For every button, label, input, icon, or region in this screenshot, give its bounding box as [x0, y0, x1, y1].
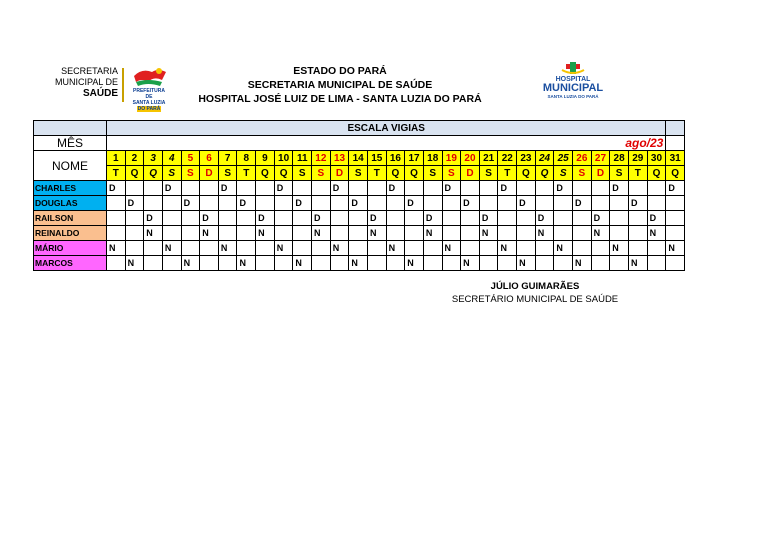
- shift-cell: [367, 241, 386, 256]
- guard-name: REINALDO: [34, 226, 107, 241]
- shift-cell: D: [218, 181, 237, 196]
- day-number: 7: [218, 151, 237, 166]
- shift-cell: N: [554, 241, 573, 256]
- shift-cell: [647, 196, 666, 211]
- shift-cell: [666, 256, 685, 271]
- shift-cell: N: [573, 256, 592, 271]
- weekday-letter: S: [573, 166, 592, 181]
- shift-cell: [647, 256, 666, 271]
- weekday-letter: S: [218, 166, 237, 181]
- shift-cell: D: [479, 211, 498, 226]
- shift-cell: N: [218, 241, 237, 256]
- shift-cell: D: [181, 196, 200, 211]
- shift-cell: [312, 256, 331, 271]
- shift-cell: [107, 226, 126, 241]
- shift-cell: N: [367, 226, 386, 241]
- shift-cell: D: [666, 181, 685, 196]
- shift-cell: N: [330, 241, 349, 256]
- shift-cell: [162, 226, 181, 241]
- weekday-letter: S: [181, 166, 200, 181]
- shift-cell: [573, 181, 592, 196]
- shift-cell: N: [293, 256, 312, 271]
- day-number: 1: [107, 151, 126, 166]
- shift-cell: [349, 181, 368, 196]
- day-number: 27: [591, 151, 610, 166]
- shift-cell: N: [461, 256, 480, 271]
- table-row: [34, 241, 685, 256]
- shift-cell: [517, 211, 536, 226]
- emblem-line-3: DO PARÁ: [137, 106, 161, 112]
- shift-cell: [200, 181, 219, 196]
- shift-cell: [237, 226, 256, 241]
- shift-cell: N: [442, 241, 461, 256]
- shift-cell: [610, 256, 629, 271]
- shift-cell: N: [349, 256, 368, 271]
- weekday-letter: S: [479, 166, 498, 181]
- shift-cell: [181, 181, 200, 196]
- shift-cell: [479, 256, 498, 271]
- shift-cell: D: [498, 181, 517, 196]
- name-label: NOME: [34, 151, 107, 181]
- day-number: 8: [237, 151, 256, 166]
- hospital-logo-line-1: HOSPITAL: [555, 76, 591, 83]
- shift-cell: [367, 256, 386, 271]
- shift-cell: [293, 226, 312, 241]
- shift-cell: [125, 226, 144, 241]
- shift-cell: D: [162, 181, 181, 196]
- weekday-letter: S: [554, 166, 573, 181]
- shift-cell: [405, 181, 424, 196]
- shift-cell: [498, 256, 517, 271]
- shift-cell: N: [107, 241, 126, 256]
- shift-cell: [181, 211, 200, 226]
- weekday-letter: Q: [647, 166, 666, 181]
- shift-cell: D: [423, 211, 442, 226]
- day-number: 11: [293, 151, 312, 166]
- shift-cell: [200, 196, 219, 211]
- secretaria-line-3: SAÚDE: [82, 88, 118, 99]
- day-number: 31: [666, 151, 685, 166]
- day-number: 25: [554, 151, 573, 166]
- title-right-blank: [666, 121, 685, 136]
- schedule-table: [33, 120, 685, 271]
- shift-cell: N: [535, 226, 554, 241]
- shift-cell: [144, 181, 163, 196]
- shift-cell: [107, 256, 126, 271]
- day-number: 16: [386, 151, 405, 166]
- weekday-letter: T: [367, 166, 386, 181]
- weekday-letter: Q: [405, 166, 424, 181]
- day-number: 26: [573, 151, 592, 166]
- shift-cell: N: [610, 241, 629, 256]
- shift-cell: [517, 181, 536, 196]
- secretaria-logo-text: [52, 66, 118, 99]
- table-row: [34, 256, 685, 271]
- shift-cell: D: [349, 196, 368, 211]
- day-number: 15: [367, 151, 386, 166]
- logo-divider: [122, 68, 124, 102]
- weekday-letter: S: [423, 166, 442, 181]
- shift-cell: D: [125, 196, 144, 211]
- shift-cell: N: [498, 241, 517, 256]
- shift-cell: [293, 211, 312, 226]
- month-value: ago/23: [107, 136, 666, 151]
- shift-cell: [125, 181, 144, 196]
- guard-name: CHARLES: [34, 181, 107, 196]
- shift-cell: [591, 196, 610, 211]
- shift-cell: N: [628, 256, 647, 271]
- shift-cell: N: [237, 256, 256, 271]
- weekday-letter: D: [461, 166, 480, 181]
- shift-cell: D: [591, 211, 610, 226]
- weekday-letter: S: [442, 166, 461, 181]
- secretaria-line-2: MUNICIPAL DE: [54, 77, 118, 87]
- shift-cell: N: [181, 256, 200, 271]
- title-state: ESTADO DO PARÁ: [293, 65, 387, 77]
- shift-cell: [312, 181, 331, 196]
- shift-cell: [386, 226, 405, 241]
- shift-cell: [573, 241, 592, 256]
- shift-cell: [423, 196, 442, 211]
- shift-cell: N: [256, 226, 275, 241]
- shift-cell: [647, 241, 666, 256]
- shift-cell: [405, 241, 424, 256]
- shift-cell: [461, 241, 480, 256]
- weekday-letter: Q: [666, 166, 685, 181]
- shift-cell: D: [517, 196, 536, 211]
- shift-cell: D: [330, 181, 349, 196]
- weekday-letter: D: [591, 166, 610, 181]
- day-number: 4: [162, 151, 181, 166]
- shift-cell: [200, 256, 219, 271]
- shift-cell: [442, 256, 461, 271]
- shift-cell: [461, 181, 480, 196]
- shift-cell: [181, 226, 200, 241]
- shift-cell: [386, 196, 405, 211]
- hospital-logo-text: [528, 76, 618, 100]
- shift-cell: [535, 196, 554, 211]
- shift-cell: [517, 226, 536, 241]
- day-number: 10: [274, 151, 293, 166]
- shift-cell: D: [461, 196, 480, 211]
- shift-cell: [479, 196, 498, 211]
- shift-cell: [423, 181, 442, 196]
- day-number: 14: [349, 151, 368, 166]
- shift-cell: [330, 211, 349, 226]
- shift-cell: [349, 211, 368, 226]
- shift-cell: [274, 256, 293, 271]
- title-hospital: HOSPITAL JOSÉ LUIZ DE LIMA - SANTA LUZIA DO PARÁ: [198, 93, 482, 105]
- shift-cell: [647, 181, 666, 196]
- shift-cell: [628, 181, 647, 196]
- shift-cell: D: [256, 211, 275, 226]
- day-number: 21: [479, 151, 498, 166]
- shift-cell: [218, 196, 237, 211]
- shift-cell: [274, 211, 293, 226]
- shift-cell: N: [517, 256, 536, 271]
- shift-cell: D: [386, 181, 405, 196]
- shift-cell: [107, 196, 126, 211]
- guard-name: MÁRIO: [34, 241, 107, 256]
- signature-block: [420, 280, 650, 306]
- shift-cell: D: [573, 196, 592, 211]
- weekday-letter: Q: [535, 166, 554, 181]
- shift-cell: [237, 211, 256, 226]
- shift-cell: D: [237, 196, 256, 211]
- shift-cell: [628, 241, 647, 256]
- shift-cell: [535, 181, 554, 196]
- shift-cell: [498, 211, 517, 226]
- shift-cell: N: [125, 256, 144, 271]
- shift-cell: N: [274, 241, 293, 256]
- shift-cell: [423, 256, 442, 271]
- shift-cell: N: [200, 226, 219, 241]
- day-number: 9: [256, 151, 275, 166]
- weekday-letter: D: [200, 166, 219, 181]
- weekday-letter: Q: [386, 166, 405, 181]
- shift-cell: [554, 196, 573, 211]
- shift-cell: D: [647, 211, 666, 226]
- shift-cell: [386, 256, 405, 271]
- shift-cell: [367, 196, 386, 211]
- day-number: 6: [200, 151, 219, 166]
- hospital-logo-line-2: MUNICIPAL: [542, 82, 604, 94]
- weekday-letter: S: [349, 166, 368, 181]
- day-number: 5: [181, 151, 200, 166]
- table-row: [34, 181, 685, 196]
- shift-cell: [144, 256, 163, 271]
- shift-cell: [330, 196, 349, 211]
- shift-cell: [666, 211, 685, 226]
- emblem-line-2: SANTA LUZIA: [132, 100, 166, 106]
- document-header: [0, 0, 768, 118]
- shift-cell: [573, 211, 592, 226]
- weekday-letter: Q: [125, 166, 144, 181]
- shift-cell: [628, 226, 647, 241]
- weekday-letter: Q: [517, 166, 536, 181]
- month-row: [34, 136, 685, 151]
- shift-cell: D: [274, 181, 293, 196]
- day-number: 19: [442, 151, 461, 166]
- shift-cell: N: [386, 241, 405, 256]
- day-number: 28: [610, 151, 629, 166]
- shift-cell: [442, 226, 461, 241]
- shift-cell: [535, 241, 554, 256]
- shift-cell: D: [554, 181, 573, 196]
- shift-cell: N: [144, 226, 163, 241]
- shift-cell: [461, 226, 480, 241]
- day-number: 13: [330, 151, 349, 166]
- day-number: 24: [535, 151, 554, 166]
- table-row: [34, 196, 685, 211]
- shift-cell: [218, 211, 237, 226]
- weekday-letter: S: [293, 166, 312, 181]
- shift-cell: [330, 256, 349, 271]
- shift-cell: [312, 196, 331, 211]
- weekday-letter: T: [628, 166, 647, 181]
- shift-cell: [107, 211, 126, 226]
- weekday-letter: S: [610, 166, 629, 181]
- shift-cell: N: [647, 226, 666, 241]
- shift-cell: [666, 196, 685, 211]
- shift-cell: [591, 241, 610, 256]
- shift-cell: [293, 181, 312, 196]
- shift-cell: [386, 211, 405, 226]
- month-right-blank: [666, 136, 685, 151]
- weekdays-row: [34, 166, 685, 181]
- shift-cell: [293, 241, 312, 256]
- shift-cell: [479, 241, 498, 256]
- weekday-letter: D: [330, 166, 349, 181]
- month-label: MÊS: [34, 136, 107, 151]
- hospital-logo: [528, 62, 618, 106]
- table-row: [34, 226, 685, 241]
- shift-cell: [256, 196, 275, 211]
- shift-cell: [125, 241, 144, 256]
- title-secretaria: SECRETARIA MUNICIPAL DE SAÚDE: [247, 79, 433, 91]
- shift-cell: [405, 211, 424, 226]
- shift-cell: [573, 226, 592, 241]
- day-number: 20: [461, 151, 480, 166]
- signatory-name: JÚLIO GUIMARÃES: [490, 281, 580, 292]
- signatory-role: SECRETÁRIO MUNICIPAL DE SAÚDE: [451, 294, 619, 305]
- guard-name: DOUGLAS: [34, 196, 107, 211]
- shift-cell: [610, 211, 629, 226]
- weekday-letter: Q: [274, 166, 293, 181]
- secretaria-line-1: SECRETARIA: [61, 66, 118, 76]
- shift-cell: N: [423, 226, 442, 241]
- day-number: 29: [628, 151, 647, 166]
- shift-cell: [237, 241, 256, 256]
- day-number: 17: [405, 151, 424, 166]
- shift-cell: [144, 196, 163, 211]
- shift-cell: N: [162, 241, 181, 256]
- shift-cell: D: [367, 211, 386, 226]
- shift-cell: N: [666, 241, 685, 256]
- shift-cell: D: [107, 181, 126, 196]
- days-row: [34, 151, 685, 166]
- shift-cell: [423, 241, 442, 256]
- guard-name: MARCOS: [34, 256, 107, 271]
- shift-cell: D: [610, 181, 629, 196]
- shift-cell: D: [535, 211, 554, 226]
- shift-cell: [498, 196, 517, 211]
- shift-cell: [517, 241, 536, 256]
- weekday-letter: T: [498, 166, 517, 181]
- shift-cell: [442, 211, 461, 226]
- day-number: 12: [312, 151, 331, 166]
- shift-cell: N: [479, 226, 498, 241]
- shift-cell: [461, 211, 480, 226]
- weekday-letter: Q: [144, 166, 163, 181]
- shift-cell: D: [312, 211, 331, 226]
- shift-cell: [554, 226, 573, 241]
- shift-cell: [256, 181, 275, 196]
- weekday-letter: S: [312, 166, 331, 181]
- day-number: 23: [517, 151, 536, 166]
- shift-cell: [274, 226, 293, 241]
- day-number: 2: [125, 151, 144, 166]
- shift-cell: [162, 196, 181, 211]
- shift-cell: [162, 256, 181, 271]
- shift-cell: [256, 241, 275, 256]
- weekday-letter: Q: [256, 166, 275, 181]
- day-number: 22: [498, 151, 517, 166]
- secretaria-logo: [52, 66, 172, 112]
- shift-cell: [442, 196, 461, 211]
- shift-cell: D: [628, 196, 647, 211]
- title-left-blank: [34, 121, 107, 136]
- schedule-title: ESCALA VIGIAS: [107, 121, 666, 136]
- shift-cell: [535, 256, 554, 271]
- shift-cell: [162, 211, 181, 226]
- shift-cell: [237, 181, 256, 196]
- shift-cell: [125, 211, 144, 226]
- shift-cell: [610, 226, 629, 241]
- shift-cell: D: [293, 196, 312, 211]
- shift-cell: D: [442, 181, 461, 196]
- shift-cell: [330, 226, 349, 241]
- shift-cell: [218, 256, 237, 271]
- hospital-logo-line-3: SANTA LUZIA DO PARÁ: [547, 94, 599, 99]
- shift-cell: [181, 241, 200, 256]
- shift-cell: N: [405, 256, 424, 271]
- weekday-letter: S: [162, 166, 181, 181]
- shift-cell: D: [144, 211, 163, 226]
- weekday-letter: T: [237, 166, 256, 181]
- shift-cell: D: [200, 211, 219, 226]
- shift-cell: [591, 256, 610, 271]
- shift-cell: [312, 241, 331, 256]
- shift-cell: [554, 211, 573, 226]
- day-number: 3: [144, 151, 163, 166]
- shift-cell: [256, 256, 275, 271]
- shift-cell: [479, 181, 498, 196]
- shift-cell: [144, 241, 163, 256]
- shift-cell: [274, 196, 293, 211]
- shift-cell: [218, 226, 237, 241]
- shift-cell: N: [312, 226, 331, 241]
- shift-cell: [349, 226, 368, 241]
- table-row: [34, 211, 685, 226]
- shift-cell: [498, 226, 517, 241]
- shift-cell: N: [591, 226, 610, 241]
- shift-cell: [200, 241, 219, 256]
- day-number: 30: [647, 151, 666, 166]
- shift-cell: [591, 181, 610, 196]
- schedule-title-row: [34, 121, 685, 136]
- day-number: 18: [423, 151, 442, 166]
- shift-cell: [610, 196, 629, 211]
- header-titles: [160, 64, 520, 106]
- weekday-letter: T: [107, 166, 126, 181]
- emblem-line-1: PREFEITURA DE: [133, 88, 165, 100]
- shift-cell: [367, 181, 386, 196]
- shift-cell: [349, 241, 368, 256]
- shift-cell: D: [405, 196, 424, 211]
- shift-cell: [405, 226, 424, 241]
- shift-cell: [554, 256, 573, 271]
- shift-cell: [666, 226, 685, 241]
- guard-name: RAILSON: [34, 211, 107, 226]
- shift-cell: [628, 211, 647, 226]
